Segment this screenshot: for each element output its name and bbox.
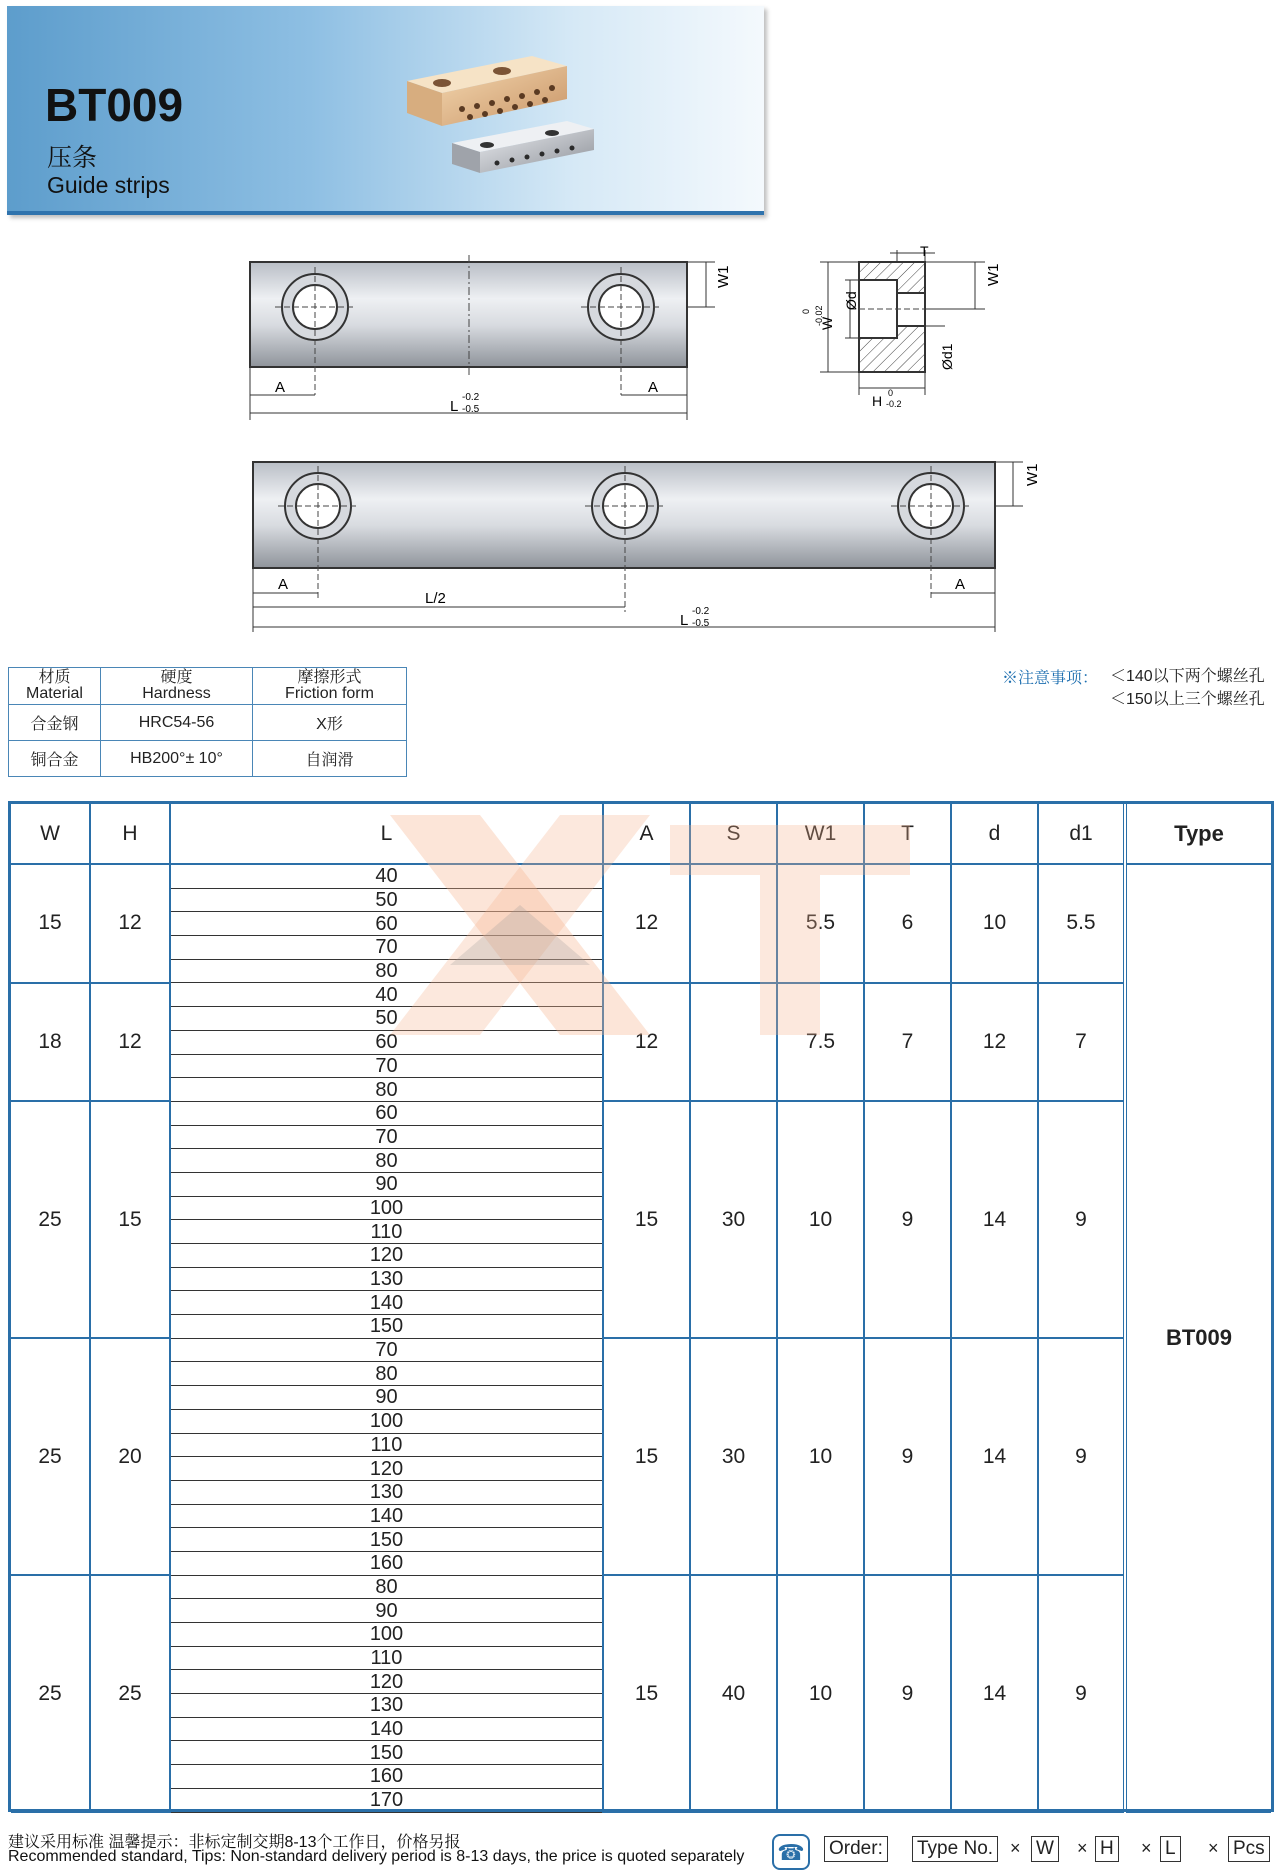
material-header-cn: 材质 (38, 669, 71, 686)
cell-d: 12 (951, 983, 1038, 1101)
footer-note-en: Recommended standard, Tips: Non-standard delivery period is 8-13 days, the price is quoted separately (8, 1848, 745, 1865)
cell-l: 40 (170, 983, 603, 1007)
cell-w: 25 (11, 1338, 90, 1575)
times-sign: × (1010, 1838, 1021, 1858)
cell-l: 70 (170, 1054, 603, 1078)
cell-l: 80 (170, 1078, 603, 1102)
cell-l: 150 (170, 1315, 603, 1339)
cell-l: 120 (170, 1670, 603, 1694)
cell-s (690, 983, 777, 1101)
cell-s: 30 (690, 1338, 777, 1575)
material-cell: 合金钢 (9, 705, 101, 741)
dim-w1-long: W1 (1024, 463, 1041, 486)
spec-table (11, 804, 1271, 1813)
cell-d1: 9 (1038, 1338, 1125, 1575)
order-field-h: H (1095, 1836, 1119, 1862)
col-header-t: T (864, 804, 951, 864)
friction-header-cn: 摩擦形式 (297, 669, 362, 686)
cell-d: 10 (951, 864, 1038, 983)
table-row (11, 864, 1271, 888)
cell-l: 60 (170, 1101, 603, 1125)
cell-a: 12 (603, 864, 690, 983)
dim-d1: Ød1 (939, 343, 955, 370)
product-code: BT009 (45, 79, 184, 131)
hardness-cell: HRC54-56 (101, 705, 253, 741)
cell-w1: 10 (777, 1338, 864, 1575)
cell-l: 70 (170, 1338, 603, 1362)
hardness-header-cn: 硬度 (160, 669, 193, 686)
cell-d1: 9 (1038, 1575, 1125, 1812)
technical-drawing (0, 0, 1282, 660)
cell-a: 15 (603, 1575, 690, 1812)
product-title-cn: 压条 (47, 144, 98, 172)
cell-d1: 5.5 (1038, 864, 1125, 983)
cell-s (690, 864, 777, 983)
cell-a: 15 (603, 1338, 690, 1575)
cell-l: 90 (170, 1386, 603, 1410)
spec-table-frame (8, 801, 1274, 1812)
dim-w: W (819, 316, 835, 330)
svg-text:-0.2: -0.2 (692, 606, 710, 617)
cell-d: 14 (951, 1575, 1038, 1812)
cell-h: 12 (90, 864, 170, 983)
order-field-type: Type No. (912, 1836, 998, 1862)
hardness-header-en: Hardness (142, 685, 211, 702)
cell-l: 110 (170, 1433, 603, 1457)
cell-l: 110 (170, 1220, 603, 1244)
cell-l: 90 (170, 1172, 603, 1196)
table-row (11, 1101, 1271, 1125)
cell-w1: 5.5 (777, 864, 864, 983)
cell-l: 150 (170, 1741, 603, 1765)
cell-l: 120 (170, 1457, 603, 1481)
cell-l: 40 (170, 864, 603, 888)
cross-section-drawing (801, 243, 1002, 409)
cell-l: 140 (170, 1504, 603, 1528)
table-row (11, 983, 1271, 1007)
cell-a: 12 (603, 983, 690, 1101)
cell-w: 25 (11, 1101, 90, 1338)
cell-l: 80 (170, 959, 603, 983)
friction-cell: X形 (253, 705, 407, 741)
hardness-cell: HB200°± 10° (101, 741, 253, 777)
cell-l: 160 (170, 1765, 603, 1789)
dim-l-long: L (680, 612, 689, 629)
cell-t: 9 (864, 1101, 951, 1338)
order-label: Order: (824, 1836, 888, 1862)
cell-w1: 10 (777, 1575, 864, 1812)
cell-t: 9 (864, 1575, 951, 1812)
note-label: ※注意事项： (1002, 670, 1099, 687)
col-header-type: Type (1125, 804, 1271, 864)
cell-d: 14 (951, 1338, 1038, 1575)
col-header-h: H (90, 804, 170, 864)
note-line-1: ＜140以下两个螺丝孔 (1110, 668, 1265, 685)
col-header-w1: W1 (777, 804, 864, 864)
material-cell: 铜合金 (9, 741, 101, 777)
svg-text:-0.2: -0.2 (886, 399, 902, 409)
dim-l-half: L/2 (425, 590, 446, 607)
cell-l: 80 (170, 1575, 603, 1599)
svg-text:0: 0 (801, 308, 811, 314)
cell-l: 130 (170, 1267, 603, 1291)
cell-l: 100 (170, 1409, 603, 1433)
svg-text:-0.5: -0.5 (692, 618, 710, 629)
cell-l: 170 (170, 1788, 603, 1812)
cell-l: 100 (170, 1196, 603, 1220)
cell-a: 15 (603, 1101, 690, 1338)
cell-l: 120 (170, 1244, 603, 1268)
cell-l: 160 (170, 1551, 603, 1575)
times-sign: × (1141, 1838, 1152, 1858)
cell-l: 150 (170, 1528, 603, 1552)
times-sign: × (1077, 1838, 1088, 1858)
cell-l: 130 (170, 1480, 603, 1504)
svg-text:-0.5: -0.5 (462, 404, 480, 415)
cell-type: BT009 (1125, 864, 1271, 1812)
dim-d: Ød (843, 291, 859, 310)
cell-w1: 10 (777, 1101, 864, 1338)
dim-a-long-left: A (278, 576, 289, 593)
cell-s: 40 (690, 1575, 777, 1812)
col-header-w: W (11, 804, 90, 864)
cell-h: 15 (90, 1101, 170, 1338)
friction-header-en: Friction form (285, 685, 374, 702)
material-header-en: Material (26, 685, 83, 702)
col-header-a: A (603, 804, 690, 864)
dim-a-right: A (648, 379, 659, 396)
cell-l: 80 (170, 1149, 603, 1173)
dim-a-left: A (275, 379, 286, 396)
cell-l: 50 (170, 888, 603, 912)
phone-icon: ☎ (772, 1834, 810, 1870)
cell-d: 14 (951, 1101, 1038, 1338)
cell-t: 7 (864, 983, 951, 1101)
cell-w: 18 (11, 983, 90, 1101)
cell-l: 80 (170, 1362, 603, 1386)
dim-a-long-right: A (955, 576, 966, 593)
cell-l: 140 (170, 1717, 603, 1741)
cell-l: 100 (170, 1623, 603, 1647)
cell-w1: 7.5 (777, 983, 864, 1101)
col-header-d1: d1 (1038, 804, 1125, 864)
cell-l: 90 (170, 1599, 603, 1623)
cell-d1: 9 (1038, 1101, 1125, 1338)
cell-w: 25 (11, 1575, 90, 1812)
svg-text:-0.02: -0.02 (814, 305, 824, 326)
order-field-l: L (1160, 1836, 1181, 1862)
product-title-en: Guide strips (47, 172, 170, 198)
dim-h: H (872, 393, 883, 409)
cell-l: 50 (170, 1007, 603, 1031)
dim-w1-top: W1 (715, 265, 732, 288)
footer-note-cn: 建议采用标准 温馨提示：非标定制交期8-13个工作日，价格另报 (8, 1834, 461, 1851)
table-row (11, 1338, 1271, 1362)
svg-text:0: 0 (888, 388, 894, 398)
friction-cell: 自润滑 (253, 741, 407, 777)
cell-h: 25 (90, 1575, 170, 1812)
cell-t: 6 (864, 864, 951, 983)
cell-l: 60 (170, 1030, 603, 1054)
cell-l: 140 (170, 1291, 603, 1315)
col-header-d: d (951, 804, 1038, 864)
material-table (8, 667, 407, 777)
dim-l-top: L (450, 398, 459, 415)
col-header-s: S (690, 804, 777, 864)
order-field-w: W (1031, 1836, 1059, 1862)
cell-l: 60 (170, 912, 603, 936)
long-strip-drawing (253, 462, 1041, 632)
short-strip-drawing (250, 255, 732, 420)
order-field-pcs: Pcs (1228, 1836, 1270, 1862)
cell-s: 30 (690, 1101, 777, 1338)
col-header-l: L (170, 804, 603, 864)
cell-w: 15 (11, 864, 90, 983)
table-row (11, 1575, 1271, 1599)
cell-t: 9 (864, 1338, 951, 1575)
cell-l: 130 (170, 1694, 603, 1718)
cell-l: 70 (170, 1125, 603, 1149)
cell-h: 12 (90, 983, 170, 1101)
note-line-2: ＜150以上三个螺丝孔 (1110, 691, 1265, 708)
note-lines (1110, 665, 1265, 711)
cell-l: 70 (170, 936, 603, 960)
cell-l: 110 (170, 1646, 603, 1670)
cell-d1: 7 (1038, 983, 1125, 1101)
cell-h: 20 (90, 1338, 170, 1575)
dim-t: T (920, 243, 929, 259)
dim-w1-section: W1 (985, 263, 1002, 286)
times-sign: × (1208, 1838, 1219, 1858)
svg-text:-0.2: -0.2 (462, 392, 480, 403)
